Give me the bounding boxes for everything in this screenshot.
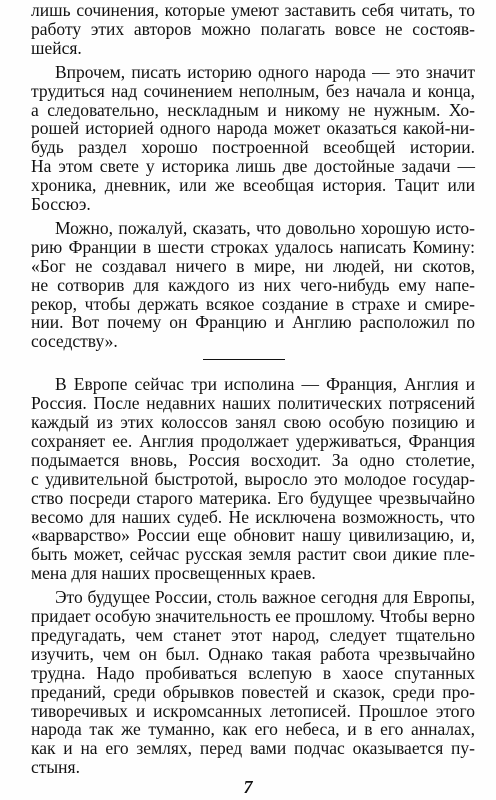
text-line: рошей историей одного народа может оказаться какой-ни- <box>31 118 475 139</box>
text-line: Россия. После недавних наших политических потрясений <box>31 393 475 414</box>
paragraph-start-line: Это будущее России, столь важное сегодня для Европы, <box>55 587 475 608</box>
text-line: с удивительной быстротой, выросло это молодое государ- <box>31 468 475 489</box>
text-line: шейся. <box>31 37 82 58</box>
text-line: хроника, дневник, или же всеобщая история. Тацит или <box>31 175 475 196</box>
text-line: трудиться над сочинением неполным, без начала и конца, <box>31 80 475 101</box>
text-line: рекор, чтобы держать всякое создание в страхе и смире- <box>31 293 475 314</box>
text-line: соседству». <box>31 331 118 352</box>
text-line: сохраняет ее. Англия продолжает удерживаться, Франция <box>31 430 475 451</box>
section-divider <box>203 359 285 360</box>
paragraph-start-line: Можно, пожалуй, сказать, что довольно хорошую исто- <box>55 217 475 238</box>
text-line: тиворечивых и искромсанных летописей. Прошлое этого <box>31 700 475 721</box>
text-line: Боссюэ. <box>31 194 91 214</box>
text-line: «Бог не создавал ничего в мире, ни людей, ни скотов, <box>31 255 475 276</box>
page-number: 7 <box>243 777 253 797</box>
text-line: работу этих авторов можно полагать вовсе не состояв- <box>31 18 475 39</box>
text-line: ство посреди старого материка. Его будущее чрезвычайно <box>31 487 475 508</box>
paragraph-start-line: В Европе сейчас три исполина — Франция, Англия и <box>55 374 475 395</box>
text-line: лишь сочинения, которые умеют заставить себя читать, то <box>31 0 475 20</box>
text-line: стыня. <box>31 757 80 778</box>
text-line: как и на его землях, перед вами подчас оказывается пу- <box>31 738 475 759</box>
text-line: придает особую значительность ее прошлому. Чтобы верно <box>31 606 475 626</box>
text-line: народа так же туманно, как его небеса, и в его анналах, <box>31 719 475 740</box>
text-line: весомо для наших судеб. Не исключена возможность, что <box>31 506 475 527</box>
text-line: нии. Вот почему он Францию и Англию расположил по <box>31 312 475 333</box>
text-line: мена для наших просвещенных краев. <box>31 563 316 584</box>
text-line: трудна. Надо пробиваться вслепую в хаосе спутанных <box>31 662 475 683</box>
text-line: быть может, сейчас русская земля растит свои дикие пле- <box>31 544 475 565</box>
text-line: не сотворив для каждого из них чего-нибудь ему напе- <box>31 274 475 295</box>
text-line: рию Франции в шести строках удалось написать Комину: <box>31 236 475 257</box>
paragraph-start-line: Впрочем, писать историю одного народа — это значит <box>55 61 475 82</box>
text-line: каждый из этих колоссов занял свою особую позицию и <box>31 412 475 432</box>
text-line: а следовательно, нескладным и никому не нужным. Хо- <box>31 99 475 120</box>
text-line: предугадать, чем станет этот народ, следует тщательно <box>31 624 475 645</box>
text-line: подымается вновь, Россия восходит. За одно столетие, <box>31 449 475 470</box>
text-line: На этом свете у историка лишь две достойные задачи — <box>31 156 475 177</box>
text-line: изучить, чем он был. Однако такая работа чрезвычайно <box>31 643 475 664</box>
text-line: «варварство» России еще обновит нашу цивилизацию, и, <box>31 525 475 546</box>
text-line: будь раздел хорошо построенной всеобщей истории. <box>31 137 475 158</box>
text-line: преданий, среди обрывков повестей и сказок, среди про- <box>31 681 475 702</box>
